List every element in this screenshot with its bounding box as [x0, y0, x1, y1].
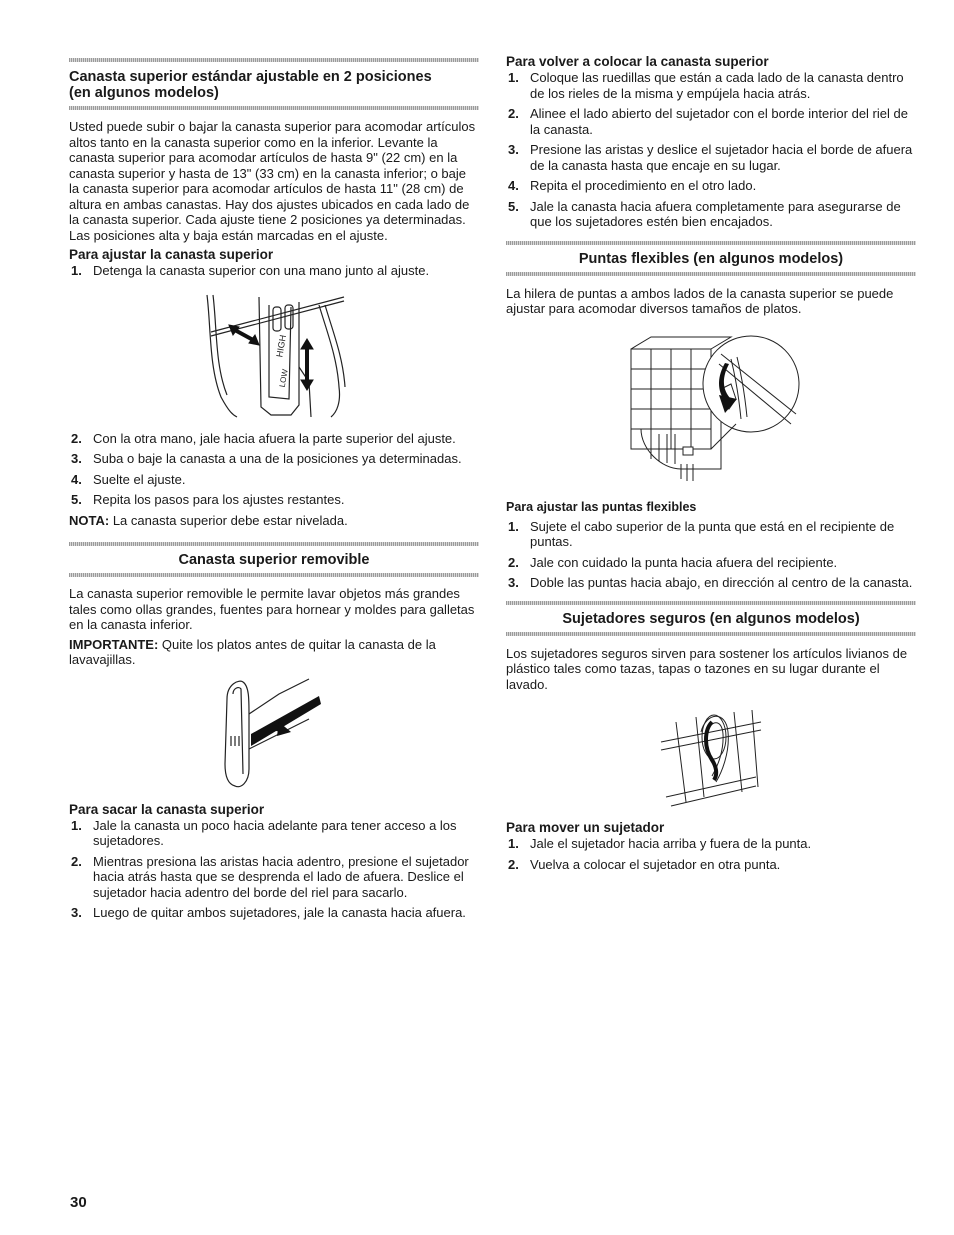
- page-number: 30: [70, 1194, 87, 1211]
- removable-rack-important: IMPORTANTE: Quite los platos antes de quitar la canasta de la lavavajillas.: [69, 636, 436, 667]
- list-item: 1. Detenga la canasta superior con una mano junto al ajuste.: [71, 263, 430, 278]
- list-item: 3. Presione las aristas y deslice el sujetador hacia el borde de afuera de la canasta hasta que encaje en su lugar.: [508, 142, 913, 173]
- list-item: 4. Repita el procedimiento en el otro lado.: [508, 178, 757, 193]
- removable-rack-body: La canasta superior removible le permite lavar objetos más grandes tales como ollas grandes, fuentes para hornear y moldes para galletas en la canasta inferior.: [69, 586, 475, 632]
- flexible-tines-body: La hilera de puntas a ambos lados de la canasta superior se puede ajustar para acomodar diversos tamaños de platos.: [506, 285, 894, 316]
- list-item: 5. Repita los pasos para los ajustes restantes.: [71, 492, 345, 507]
- list-item: 2. Vuelva a colocar el sujetador en otra punta.: [508, 856, 781, 872]
- list-item: 3. Luego de quitar ambos sujetadores, jale la canasta hacia afuera.: [71, 905, 466, 920]
- subsection-title-replace-rack: Para volver a colocar la canasta superior: [506, 54, 769, 69]
- right-column: [506, 54, 916, 872]
- list-item: 2. Con la otra mano, jale hacia afuera la parte superior del ajuste.: [71, 430, 456, 446]
- section-title-secure-clips: Sujetadores seguros (en algunos modelos): [562, 610, 860, 627]
- list-item: 2. Jale con cuidado la punta hacia afuera del recipiente.: [508, 554, 838, 570]
- rack-stop-clip-illustration: [209, 674, 339, 794]
- subsection-title-move-clip: Para mover un sujetador: [506, 820, 665, 835]
- list-item: 2. Alinee el lado abierto del sujetador con el borde interior del riel de la canasta.: [508, 106, 908, 137]
- adjust-rack-steps-continued: [69, 431, 479, 508]
- flexible-tines-illustration: [621, 329, 801, 489]
- section-title-removable-rack: Canasta superior removible: [178, 552, 370, 568]
- secure-clip-illustration: [656, 702, 766, 812]
- adjust-rack-steps: [69, 263, 479, 279]
- adjust-tines-steps: [506, 519, 916, 591]
- subsection-title-remove-rack: Para sacar la canasta superior: [69, 801, 265, 817]
- section-title-adjustable-rack: Canasta superior estándar ajustable en 2 posiciones (en algunos modelos): [69, 69, 432, 101]
- section-title-flexible-tines: Puntas flexibles (en algunos modelos): [578, 250, 844, 267]
- secure-clips-body: Los sujetadores seguros sirven para sostener los artículos livianos de plástico tales como tazas, tapas o tazones en su lugar durante el lavado.: [506, 645, 908, 692]
- rack-adjuster-illustration: [199, 287, 349, 422]
- list-item: 1. Coloque las ruedillas que están a cada lado de la canasta dentro de los rieles de la misma y empújela hacia atrás.: [508, 70, 904, 101]
- list-item: 4. Suelte el ajuste.: [71, 471, 186, 487]
- list-item: 2. Mientras presiona las aristas hacia adentro, presione el sujetador hacia atrás hasta que se desprenda el lado de afuera. Deslice el sujetador hacia adentro del borde del riel para sacarlo.: [71, 853, 469, 900]
- high-label: HIGH: [274, 333, 289, 358]
- list-item: 1. Jale el sujetador hacia arriba y fuera de la punta.: [508, 836, 812, 851]
- remove-rack-steps: [69, 818, 479, 921]
- move-clip-steps: [506, 836, 916, 872]
- left-column: [69, 58, 479, 921]
- list-item: 3. Suba o baje la canasta a una de la posiciones ya determinadas.: [71, 451, 462, 466]
- list-item: 3. Doble las puntas hacia abajo, en dirección al centro de la canasta.: [508, 575, 913, 590]
- adjustable-rack-body: Usted puede subir o bajar la canasta superior para acomodar artículos altos tanto en la canasta superior como en la inferior. Levante la canasta superior para acomodar artículos de hasta 9" (22 cm) en la canasta superior y hasta de 13" (33 cm) en la canasta inferior; o baje la canasta superior para acomodar artículos de hasta 11" (28 cm) de altura en ambas canastas. Hay dos ajustes ubicados en cada lado de la canasta superior. Cada ajuste tiene 2 posiciones ya determinadas. Las posiciones alta y baja están marcadas en el ajuste.: [69, 119, 476, 243]
- low-label: LOW: [277, 367, 290, 388]
- subsection-title-adjust-tines: Para ajustar las puntas flexibles: [506, 499, 697, 514]
- list-item: 5. Jale la canasta hacia afuera completamente para asegurarse de que los sujetadores estén bien encajados.: [508, 198, 901, 229]
- list-item: 1. Sujete el cabo superior de la punta que está en el recipiente de puntas.: [508, 518, 895, 549]
- rack-note: NOTA: La canasta superior debe estar nivelada.: [69, 512, 348, 528]
- list-item: 1. Jale la canasta un poco hacia adelante para tener acceso a los sujetadores.: [71, 817, 457, 848]
- replace-rack-steps: [506, 70, 916, 230]
- subsection-title-adjust-rack: Para ajustar la canasta superior: [69, 247, 274, 262]
